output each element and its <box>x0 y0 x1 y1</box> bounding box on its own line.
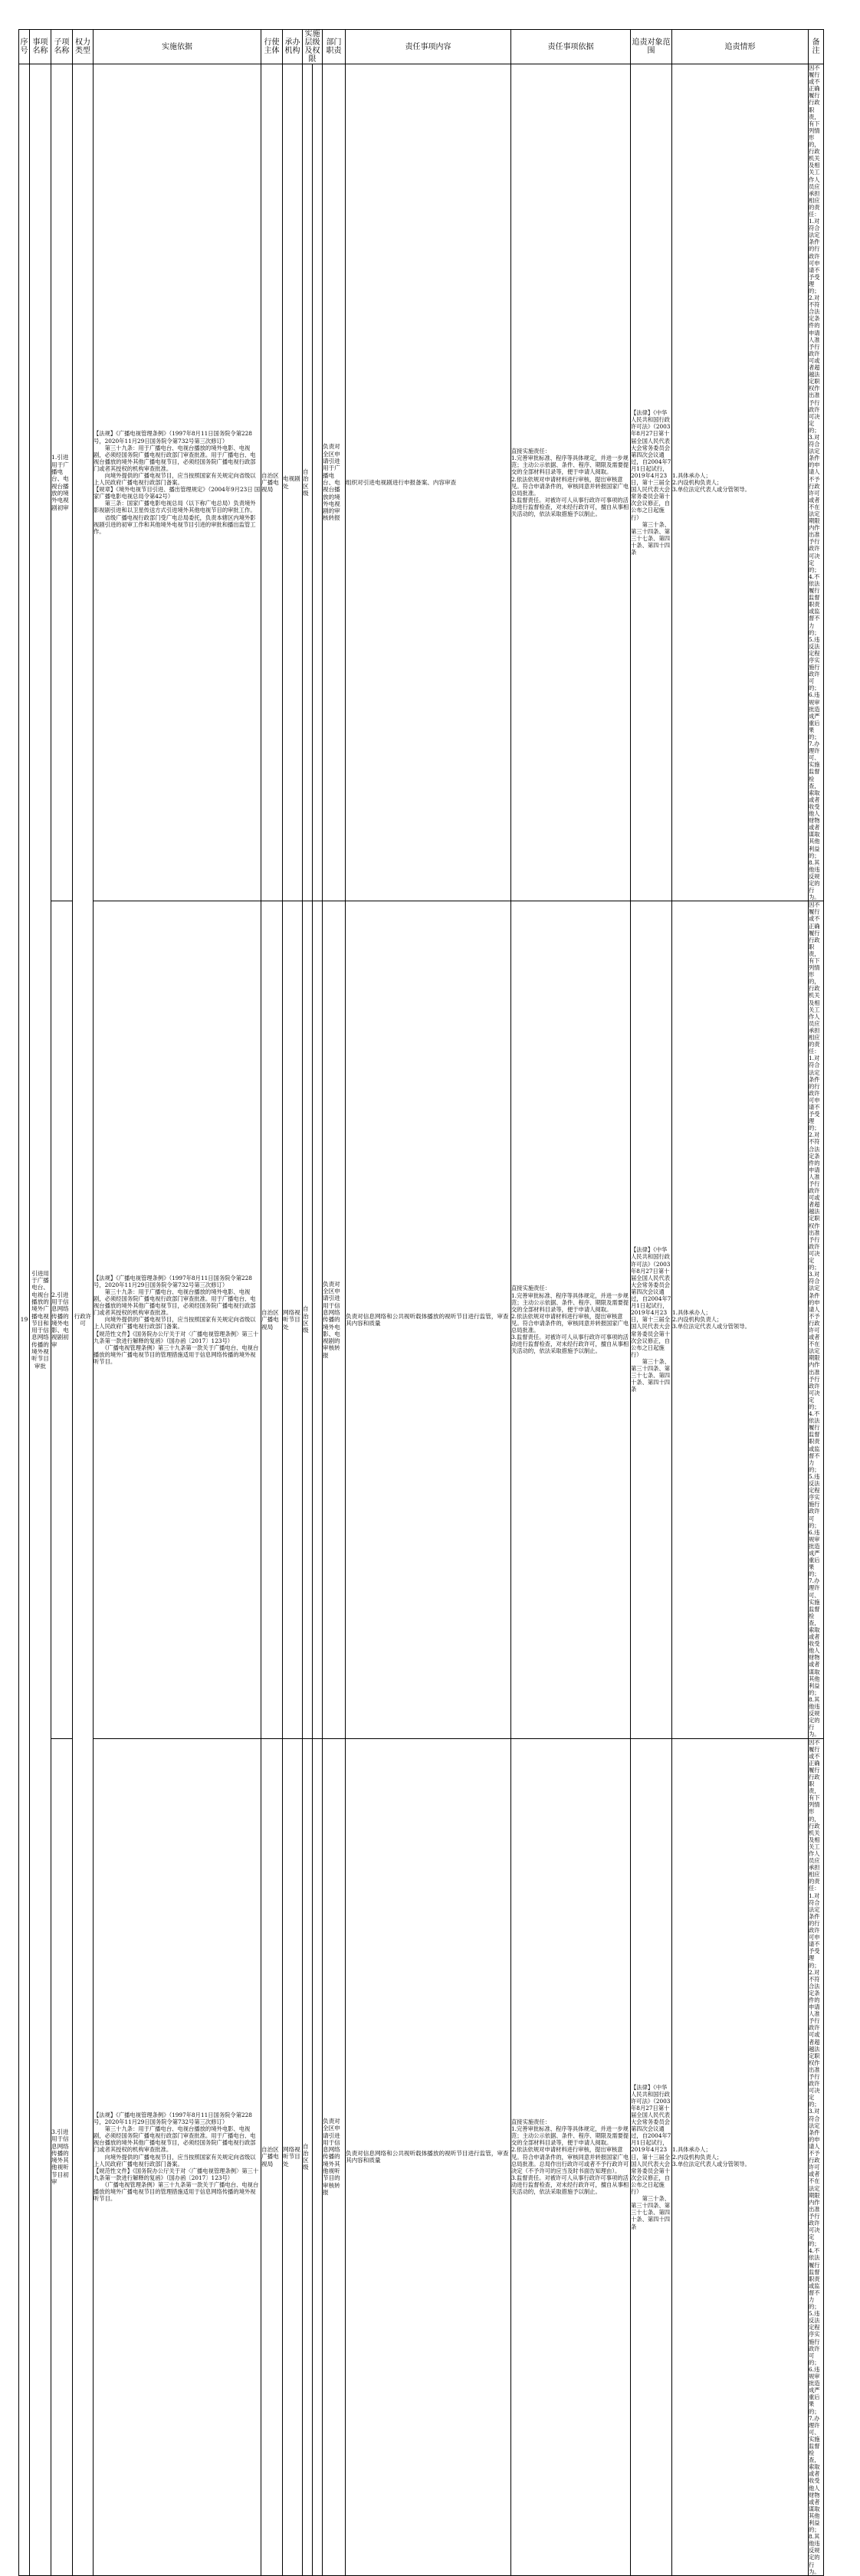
subject-cell: 自治区广播电视局 <box>261 64 283 901</box>
content-cell: 直接实施责任： 1.完善审批标准、程序等具体规定，并进一步规范；主动公示依据、条件、程序、期限及需要提交的全部材料目录等，便于申请人阅取。 2.依法依规对申请材料进行审核，提出审核意见。符合申请条件的，审核同意并转报国家广电总局批准。 3.监督责任。对被许可人从事行政许可事项的活动进行监督检查，对未经行政许可，擅自从事相关活动的，依法采取措施予以制止。 <box>511 64 631 901</box>
header-level: 实施层级及权限 <box>303 30 323 64</box>
header-dept-duty: 部门职责 <box>323 30 346 64</box>
table-row <box>19 64 824 901</box>
dept-duty-cell: 组织对引进电视剧进行申报备案、内容审查 <box>346 64 511 901</box>
header-content: 责任事项内容 <box>346 30 511 64</box>
authority-cell <box>313 1738 323 2575</box>
scope-cell: 1.具体承办人； 2.内设机构负责人； 3.单位法定代表人或分管领导。 <box>672 1738 809 2575</box>
row-number: 19 <box>19 64 30 2576</box>
header-serial: 序号 <box>19 30 30 64</box>
dept-duty-cell: 负责对信息网络和公共视听载体播放的视听节目进行监管，审查其内容和质量 <box>346 901 511 1738</box>
basis-cell: 【法规】《广播电视管理条例》（1997年8月11日国务院令第228号，2020年11月29日国务院令第732号第三次修订） 第三十九条：用于广播电台、电视台播放的境外电影、电视剧，必须经国务院广播电视行政部门审查批准。用于广播电台、电视台播放的境外其他广播电视节目，必须经国务院广播电视行政部门或者其授权的机构审查批准。 向境外提供的广播电视节目，应当按照国家有关规定向省级以上人民政府广播电视行政部门备案。 【规范性文件】《国务院办公厅关于对〈广播电视管理条例〉第三十九条第一款进行解释的复函》（国办函〔2017〕123号） 《广播电视管理条例》第三十九条第一款关于广播电台、电视台播放的境外广播电视节目的管理措施适用于信息网络传播的境外视听节目。 <box>94 1738 261 2575</box>
basis-cell: 【法规】《广播电视管理条例》（1997年8月11日国务院令第228号，2020年11月29日国务院令第732号第三次修订） 第三十九条：用于广播电台、电视台播放的境外电影、电视剧，必须经国务院广播电视行政部门审查批准。用于广播电台、电视台播放的境外其他广播电视节目，必须经国务院广播电视行政部门或者其授权的机构审查批准。 向境外提供的广播电视节目，应当按照国家有关规定向省级以上人民政府广播电视行政部门备案。 【规范性文件】《国务院办公厅关于对〈广播电视管理条例〉第三十九条第一款进行解释的复函》（国办函〔2017〕123号） 《广播电视管理条例》第三十九条第一款关于广播电台、电视台播放的境外广播电视节目的管理措施适用于信息网络传播的境外视听节目。 <box>94 901 261 1738</box>
table-row <box>19 1738 824 2575</box>
subject-cell: 自治区广播电视局 <box>261 1738 283 2575</box>
level-cell: 自治区级 <box>303 901 313 1738</box>
header-item-name: 事项名称 <box>30 30 51 64</box>
agency-cell: 网络视听节目处 <box>283 901 303 1738</box>
scope-cell: 1.具体承办人； 2.内设机构负责人； 3.单位法定代表人或分管领导。 <box>672 64 809 901</box>
agency-cell: 网络视听节目处 <box>283 1738 303 2575</box>
authority-cell <box>313 901 323 1738</box>
sub-item-name: 3.引进用于信息网络传播的境外其他视听节目初审 <box>51 1738 73 2575</box>
basis-cell: 【法规】《广播电视管理条例》（1997年8月11日国务院令第228号，2020年11月29日国务院令第732号第三次修订） 第三十九条：用于广播电台、电视台播放的境外电影、电视剧，必须经国务院广播电视行政部门审查批准。用于广播电台、电视台播放的境外其他广播电视节目，必须经国务院广播电视行政部门或者其授权的机构审查批准。 向境外提供的广播电视节目，应当按照国家有关规定向省级以上人民政府广播电视行政部门备案。 【规章】《境外电视节目引进、播出管理规定》（2004年9月23日 国家广播电影电视总局令第42号） 第三条：国家广播电影电视总局（以下称广电总局）负责境外影视剧引进和以卫星传送方式引进境外其他电视节目的审批工作。 省级广播电视行政部门受广电总局委托，负责本辖区内境外影视剧引进的初审工作和其他境外电视节目引进的审批和播出监管工作。 <box>94 64 261 901</box>
situations-cell: 因不履行或不正确履行行政职责，有下列情形的，行政机关及相关工作人员应承担相应的责任： 1.对符合法定条件的行政许可申请不予受理的； 2.对不符合法定条件的申请人准予行政许可或者超越法定职权作出准予行政许可决定的； 3.对符合法定条件的申请人不予行政许可或者不在法定期限内作出准予行政许可决定的； 4.不依法履行监督职责或监督不力的； 5.违反法定程序实施行政许可的； 6.违规审批造成严重后果的； 7.办理许可、实施监督检查，索取或者收受他人财物或者谋取其他利益的； 8.其他违反规定的行为。 <box>809 64 824 901</box>
header-scope: 追责对象范围 <box>631 30 672 64</box>
dept-duty-cell: 负责对信息网络和公共视听载体播放的视听节目进行监管，审查其内容和质量 <box>346 1738 511 2575</box>
duty-cell: 负责对全区申请引进用于信息网络传播的境外其他视听节目的审核转报 <box>323 1738 346 2575</box>
content-basis-cell: 【法律】《中华人民共和国行政许可法》（2003年8月27日第十届全国人民代表大会常务委员会第四次会议通过，自2004年7月1日起试行，2019年4月23日，第十三届全国人民代表大会常务委员会第十次会议修正，自公布之日起施行） 第三十条、第三十四条、第三十七条、第四十条、第四十四条 <box>631 901 672 1738</box>
situations-cell: 因不履行或不正确履行行政职责，有下列情形的，行政机关及相关工作人员应承担相应的责任： 1.对符合法定条件的行政许可申请不予受理的； 2.对不符合法定条件的申请人准予行政许可或者超越法定职权作出准予行政许可决定的； 3.对符合法定条件的申请人不予行政许可或者不在法定期限内作出准予行政许可决定的； 4.不依法履行监督职责或监督不力的； 5.违反法定程序实施行政许可的； 6.违规审批造成严重后果的； 7.办理许可、实施监督检查，索取或者收受他人财物或者谋取其他利益的； 8.其他违反规定的行为。 <box>809 1738 824 2575</box>
content-basis-cell: 【法律】《中华人民共和国行政许可法》（2003年8月27日第十届全国人民代表大会常务委员会第四次会议通过，自2004年7月1日起试行，2019年4月23日，第十三届全国人民代表大会常务委员会第十次会议修正，自公布之日起施行） 第三十条、第三十四条、第三十七条、第四十条、第四十四条 <box>631 64 672 901</box>
header-sub-item: 子项名称 <box>51 30 73 64</box>
header-content-basis: 责任事项依据 <box>511 30 631 64</box>
power-type: 行政许可 <box>73 64 94 2576</box>
sub-item-name: 1.引进用于广播电台、电视台播放的境外电视剧初审 <box>51 64 73 901</box>
situations-cell: 因不履行或不正确履行行政职责，有下列情形的，行政机关及相关工作人员应承担相应的责任： 1.对符合法定条件的行政许可申请不予受理的； 2.对不符合法定条件的申请人准予行政许可或者超越法定职权作出准予行政许可决定的； 3.对符合法定条件的申请人不予行政许可或者不在法定期限内作出准予行政许可决定的； 4.不依法履行监督职责或监督不力的； 5.违反法定程序实施行政许可的； 6.违规审批造成严重后果的； 7.办理许可、实施监督检查，索取或者收受他人财物或者谋取其他利益的； 8.其他违反规定的行为。 <box>809 901 824 1738</box>
sub-item-name: 2.引进用于信息网络传播的境外电影、电视剧初审 <box>51 901 73 1738</box>
header-situations: 追责情形 <box>672 30 809 64</box>
header-row <box>19 30 824 64</box>
content-cell: 直接实施责任： 1.完善审批标准、程序等具体规定，并进一步规范；主动公示依据、条件、程序、期限及需要提交的全部材料目录等，便于申请人阅取。 2.依法依规对申请材料进行审核，提出审核意见。符合申请条件的，审核同意并转报国家广电总局批准。总局作出行政许可或者不予行政许可决定（不予许可的应当及时书面告知理由）。 3.监督责任。对被许可人从事行政许可事项的活动进行监督检查，对未经行政许可，擅自从事相关活动的，依法采取措施予以制止。 <box>511 1738 631 2575</box>
responsibility-table <box>18 29 824 2576</box>
scope-cell: 1.具体承办人； 2.内设机构负责人； 3.单位法定代表人或分管领导。 <box>672 901 809 1738</box>
header-agency: 承办机构 <box>283 30 303 64</box>
content-cell: 直接实施责任： 1.完善审批标准、程序等具体规定，并进一步规范；主动公示依据、条件、程序、期限及需要提交的全部材料目录等，便于申请人阅取。 2.依法依规对申请材料进行审核，提出审核意见。符合申请条件的，审核同意并转报国家广电总局批准。 3.监督责任。对被许可人从事行政许可事项的活动进行监督检查，对未经行政许可，擅自从事相关活动的，依法采取措施予以制止。 <box>511 901 631 1738</box>
header-basis: 实施依据 <box>94 30 261 64</box>
duty-cell: 负责对全区申请引进用于信息网络传播的境外电影、电视剧的审核转报 <box>323 901 346 1738</box>
table-row <box>19 901 824 1738</box>
agency-cell: 电视剧处 <box>283 64 303 901</box>
item-name: 引进用于广播电台、电视台播放的境外广播电视节目和用于信息网络传播的境外视听节目审批 <box>30 64 51 2576</box>
header-power-type: 权力类型 <box>73 30 94 64</box>
header-remarks: 备注 <box>809 30 824 64</box>
header-subject: 行使主体 <box>261 30 283 64</box>
duty-cell: 负责对全区申请引进用于广播电台、电视台播放的境外电视剧的审核转报 <box>323 64 346 901</box>
level-cell: 自治区级 <box>303 64 313 901</box>
authority-cell <box>313 64 323 901</box>
subject-cell: 自治区广播电视局 <box>261 901 283 1738</box>
content-basis-cell: 【法律】《中华人民共和国行政许可法》（2003年8月27日第十届全国人民代表大会常务委员会第四次会议通过，自2004年7月1日起试行，2019年4月23日，第十三届全国人民代表大会常务委员会第十次会议修正，自公布之日起施行） 第三十条、第三十四条、第三十七条、第四十条、第四十四条 <box>631 1738 672 2575</box>
level-cell: 自治区级 <box>303 1738 313 2575</box>
